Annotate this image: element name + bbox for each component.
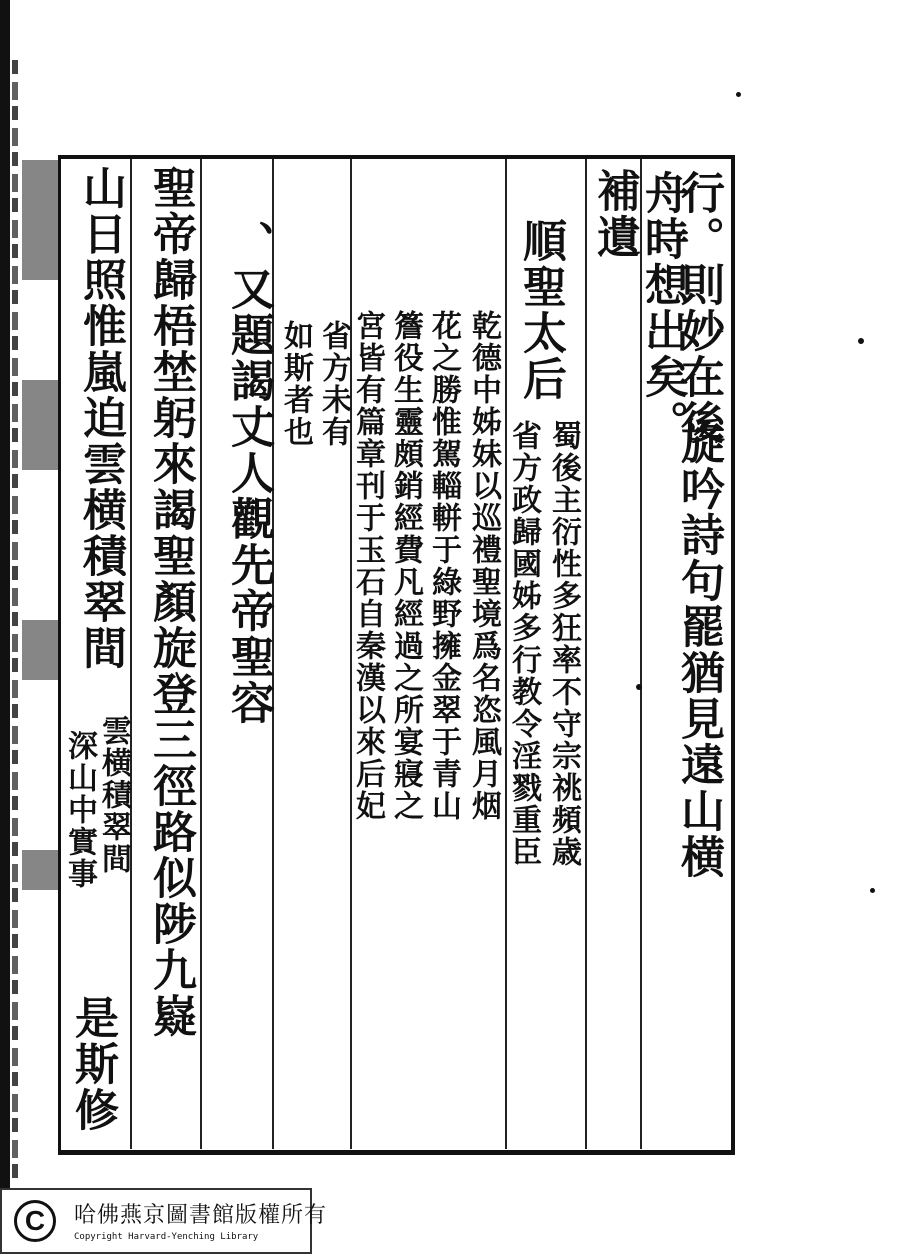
commentary-column xyxy=(546,420,581,868)
poem-title xyxy=(223,220,274,726)
commentary-column xyxy=(316,320,351,448)
commentary-text: 蜀後主衍性多狂率不守宗祧頻歳 xyxy=(546,420,581,868)
commentary-column xyxy=(466,310,501,822)
frame-left-rule xyxy=(58,155,61,1155)
commentary-column xyxy=(388,310,423,822)
copyright-holder: 哈佛燕京圖書館版權所有 xyxy=(74,1203,328,1228)
text-column-2b xyxy=(673,420,724,880)
copyright-line: Copyright Harvard-Yenching Library xyxy=(74,1232,259,1242)
commentary-text: 乾德中姊妹以巡禮聖境爲名恣風月烟 xyxy=(466,310,501,822)
poem-line-text: 是斯修 xyxy=(67,995,118,1133)
poem-title-text: 、又題謁丈人觀先帝聖容 xyxy=(223,220,274,726)
commentary-column xyxy=(350,310,385,822)
entry-heading-text: 順聖太后 xyxy=(515,218,566,402)
commentary-text: 宮皆有篇章刊于玉石自秦漢以來后妃 xyxy=(350,310,385,822)
ink-speck xyxy=(636,684,642,690)
commentary-column xyxy=(278,320,313,448)
commentary-text: 簷役生靈頗銷經費凡經過之所宴寢之 xyxy=(388,310,423,822)
page-edge-smudges xyxy=(22,120,58,1170)
commentary-text: 如斯者也 xyxy=(278,320,313,448)
text-column-2 xyxy=(637,170,688,446)
smudge xyxy=(22,160,58,280)
book-spine xyxy=(0,0,10,1190)
poem-line-text: 山日照惟嵐迫雲横積翠間 xyxy=(75,165,126,671)
commentary-column xyxy=(96,715,131,875)
ink-speck xyxy=(858,338,864,344)
commentary-text: 省方未有 xyxy=(316,320,351,448)
ink-speck xyxy=(870,888,875,893)
column-text: 舟時想出矣。 xyxy=(637,170,688,446)
commentary-text: 省方政歸國姊多行教令淫戮重臣 xyxy=(506,420,541,868)
commentary-column xyxy=(426,310,461,822)
binding-edge xyxy=(12,60,18,1180)
copyright-stamp xyxy=(0,1188,328,1254)
ink-speck xyxy=(736,92,741,97)
column-rule xyxy=(585,159,587,1149)
commentary-text: 花之勝惟駕輜軿于綠野擁金翠于青山 xyxy=(426,310,461,822)
column-text: 行。則妙在後 xyxy=(673,170,724,446)
column-rule xyxy=(200,159,202,1149)
commentary-text: 雲横積翠間 xyxy=(96,715,131,875)
column-text: 旋吟詩句罷猶見遠山横 xyxy=(673,420,724,880)
section-heading xyxy=(589,168,640,260)
smudge xyxy=(22,850,58,890)
smudge xyxy=(22,380,58,470)
commentary-column xyxy=(62,730,97,890)
poem-line xyxy=(67,995,118,1133)
poem-line-text: 聖帝歸梧埜躬來謁聖顏旋登三徑路似陟九嶷 xyxy=(145,165,196,1039)
commentary-text: 深山中實事 xyxy=(62,730,97,890)
commentary-column xyxy=(506,420,541,868)
entry-heading xyxy=(515,218,566,402)
poem-line xyxy=(75,165,126,671)
copyright-icon: C xyxy=(14,1200,56,1242)
smudge xyxy=(22,620,58,680)
heading-text: 補遺 xyxy=(589,168,640,260)
column-rule xyxy=(130,159,132,1149)
poem-line xyxy=(145,165,196,1039)
